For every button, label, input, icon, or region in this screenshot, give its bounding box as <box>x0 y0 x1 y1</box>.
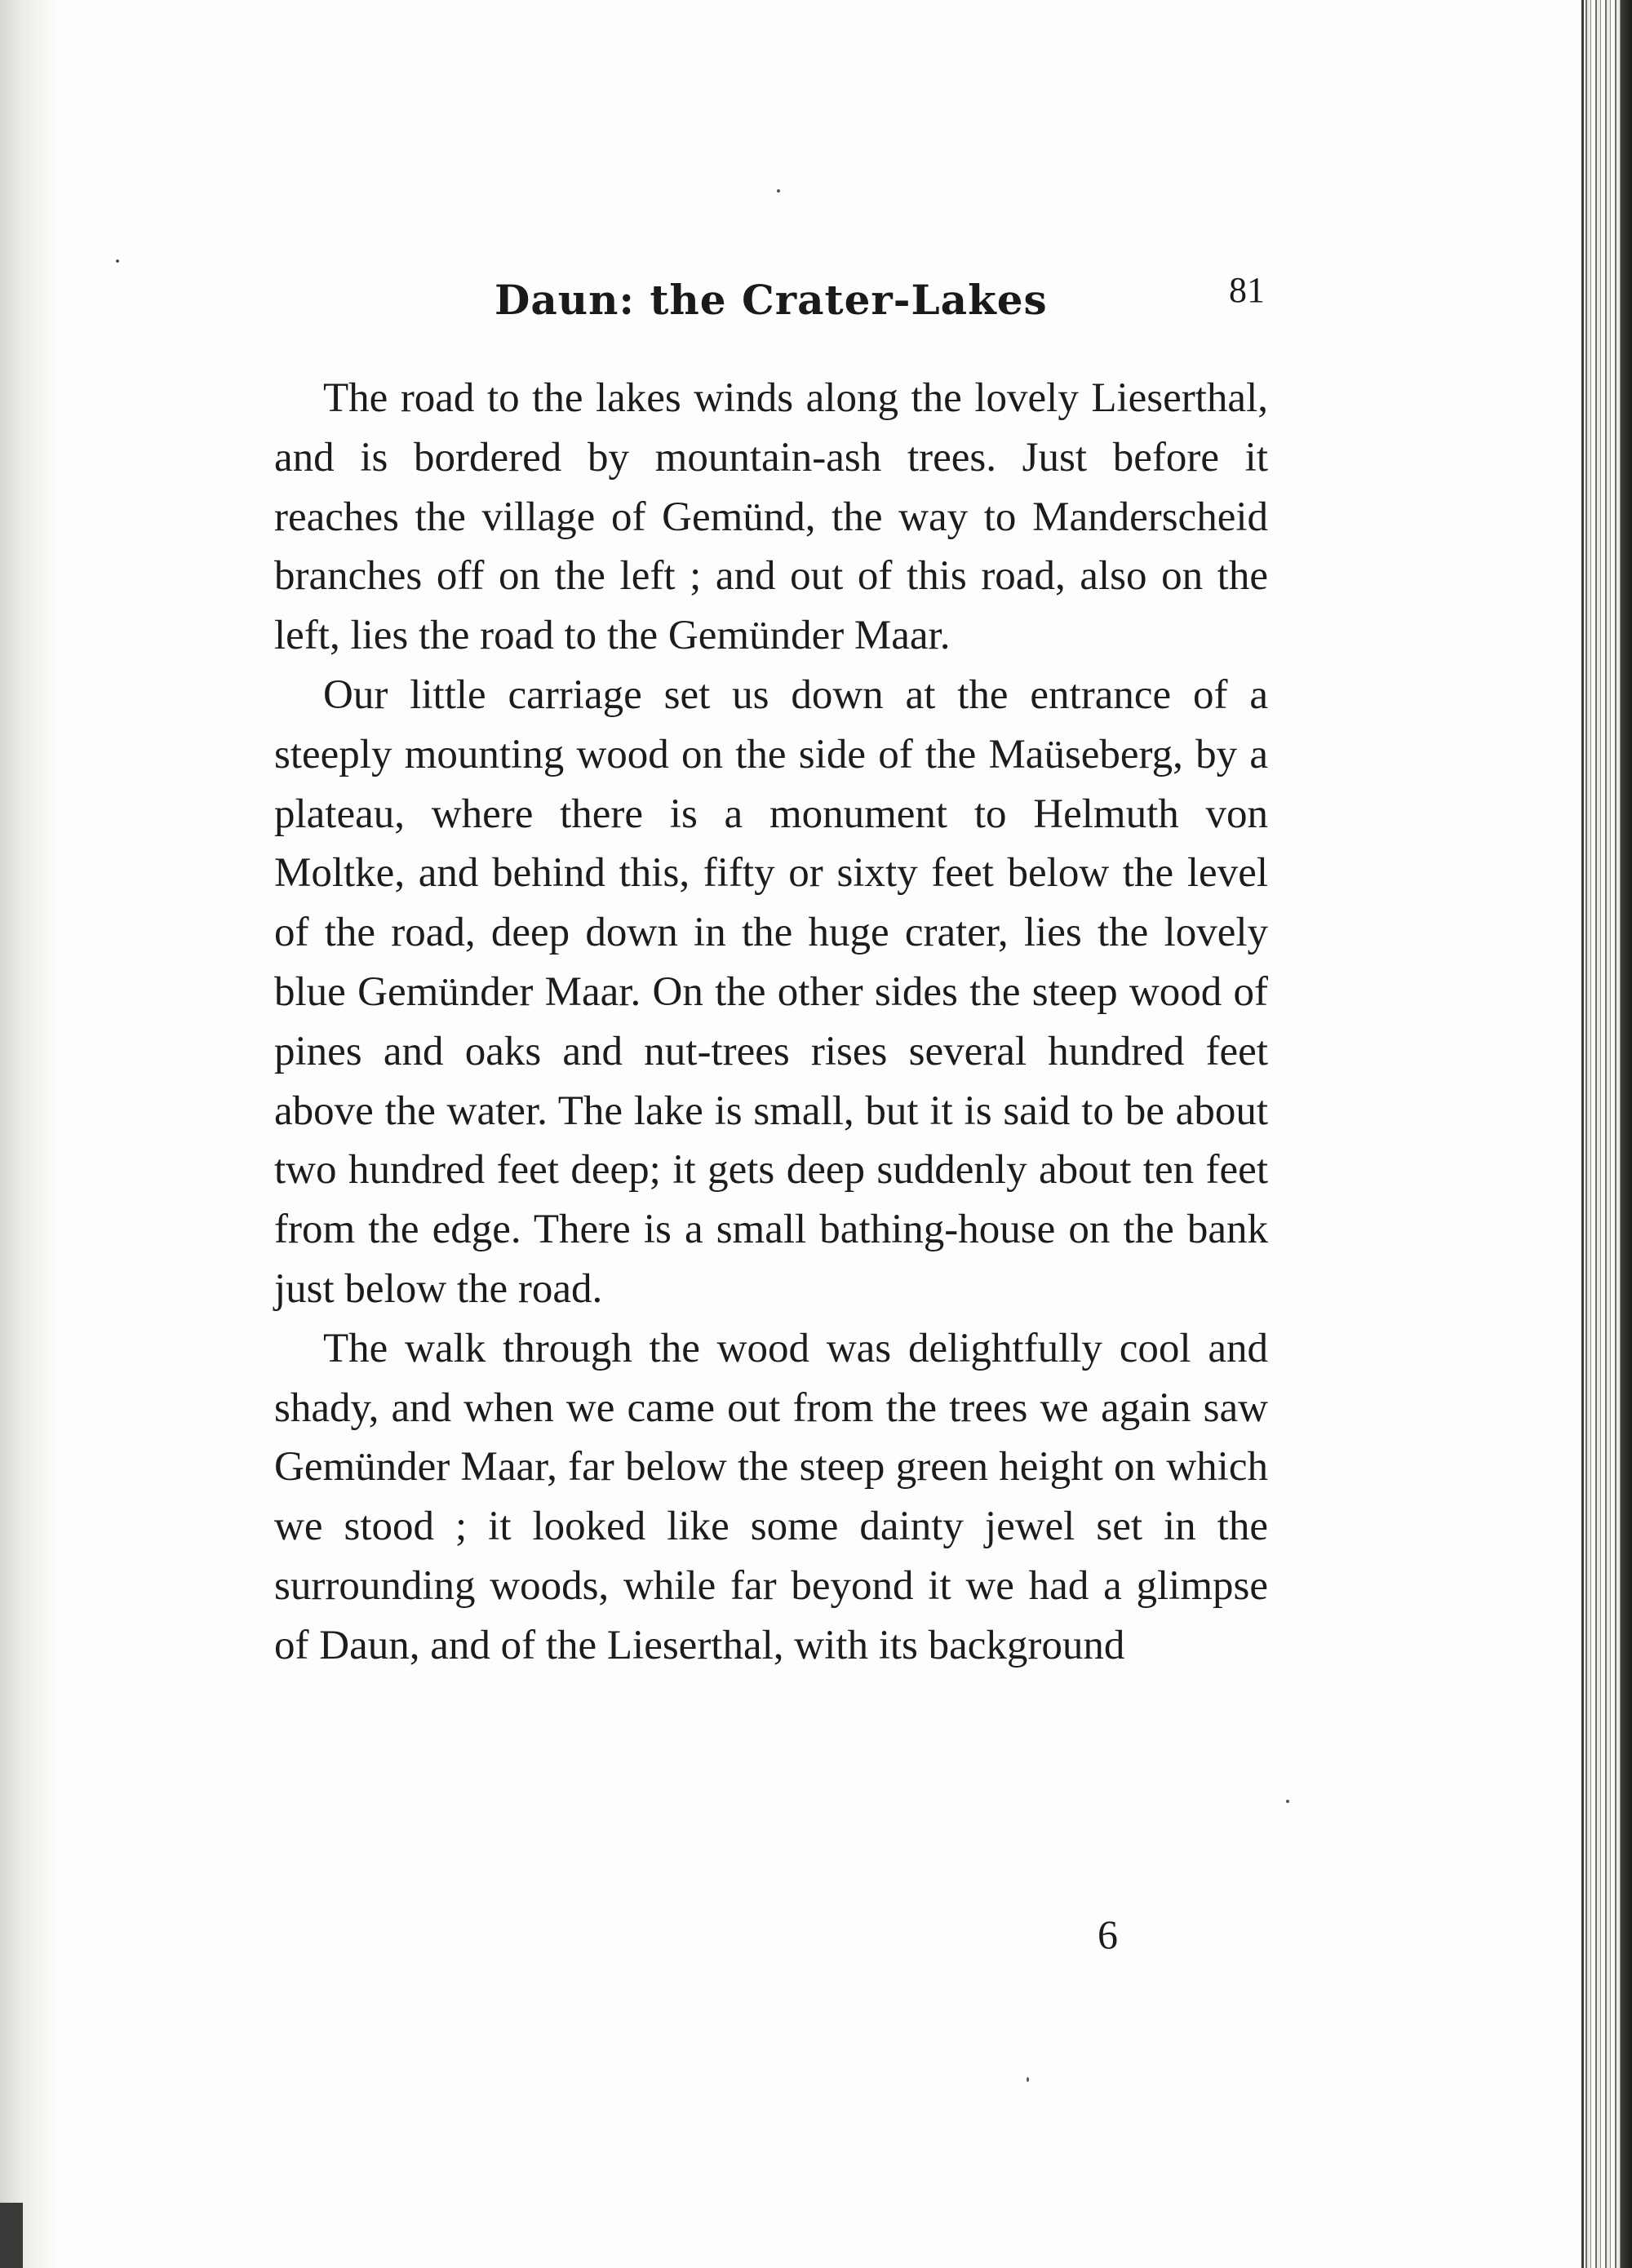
body-text <box>274 369 1268 1676</box>
gutter-shadow <box>0 0 57 2268</box>
running-title: Daun: the Crater-Lakes <box>494 276 1048 324</box>
paper-speck <box>777 189 780 193</box>
paper-speck <box>1286 1800 1289 1803</box>
page-number: 81 <box>1229 270 1265 310</box>
corner-shadow <box>0 2203 23 2268</box>
paragraph: The walk through the wood was delightfully cool and shady, and when we came out from the trees we again saw Gemünder Maar, far below the steep green height on which we stood ; it looked like some dainty jewel set in the surrounding woods, while far beyond it we had a glimpse of Daun, and of the Lieserthal, with its background <box>274 1325 1268 1668</box>
paragraph: The road to the lakes winds along the lovely Lieserthal, and is bordered by mountain-ash trees. Just before it reaches the village of Gemünd, the way to Manderscheid branches off on the left ; and out of this road, also on the left, lies the road to the Gemünder Maar. <box>274 375 1268 659</box>
paper-speck <box>1027 2077 1029 2082</box>
page-header <box>274 269 1286 351</box>
paragraph: Our little carriage set us down at the entrance of a steeply mounting wood on the side of the Maüseberg, by a plateau, where there is a monument to Helmuth von Moltke, and behind this, fifty or sixty feet below the level of the road, deep down in the huge crater, lies the lovely blue Gemünder Maar. On the other sides the steep wood of pines and oaks and nut-trees rises several hundred feet above the water. The lake is small, but it is said to be about two hundred feet deep; it gets deep suddenly about ten feet from the edge. There is a small bathing-house on the bank just below the road. <box>274 671 1268 1312</box>
signature-mark: 6 <box>1098 1911 1118 1957</box>
page-stack-edges <box>1581 0 1632 2268</box>
paper-speck <box>116 259 119 263</box>
